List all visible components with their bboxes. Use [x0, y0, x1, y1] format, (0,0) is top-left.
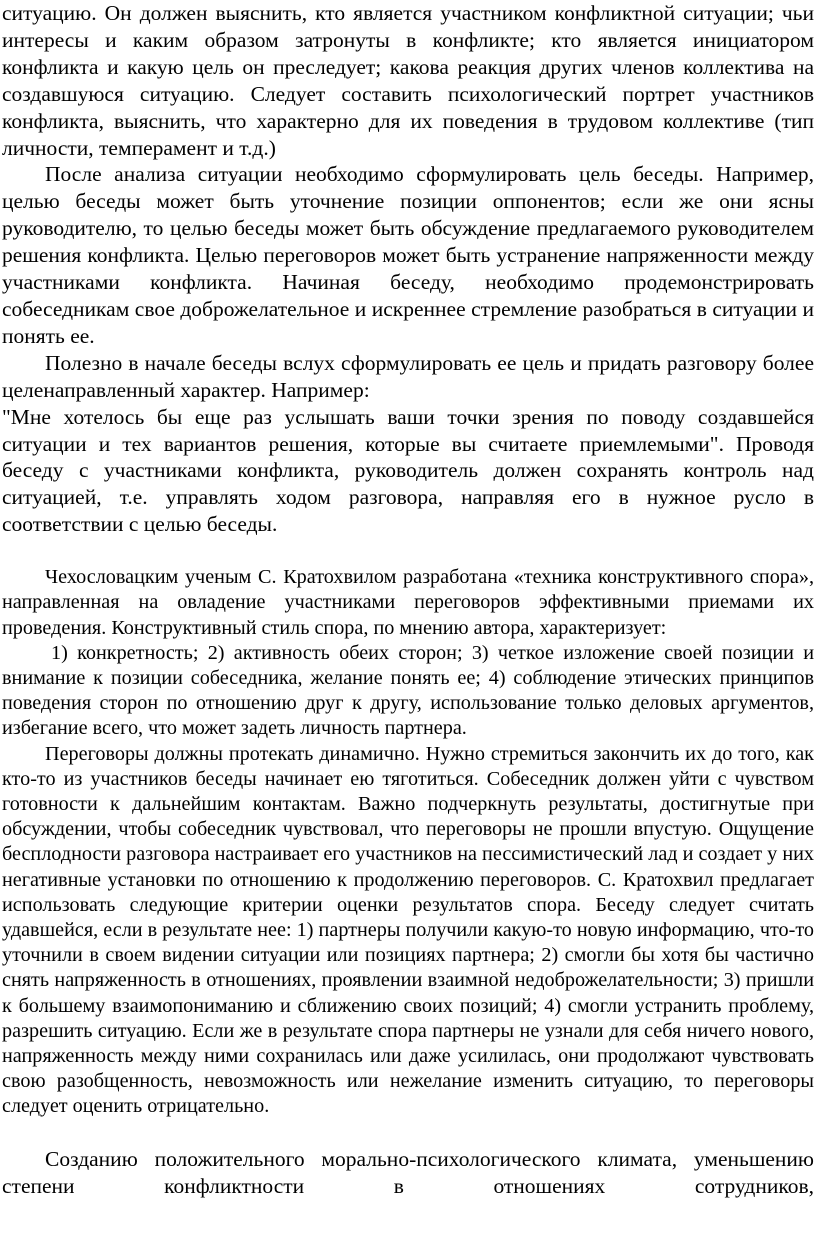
text-block-conflict-analysis	[2, 0, 814, 538]
spacer	[2, 538, 814, 565]
spacer	[2, 1120, 814, 1146]
paragraph: После анализа ситуации необходимо сформулировать цель беседы. Например, целью беседы может быть уточнение позиции оппонентов; если же они ясны руководителю, то целью беседы может быть обсуждение предлагаемого руководителем решения конфликта. Целью переговоров может быть устранение напряженности между участниками конфликта. Начиная беседу, необходимо продемонстрировать собеседникам свое доброжелательное и искреннее стремление разобраться в ситуации и понять ее.	[2, 162, 814, 348]
paragraph: 1) конкретность; 2) активность обеих сторон; 3) четкое изложение своей позиции и внимание к позиции собеседника, желание понять ее; 4) соблюдение этических принципов поведения сторон по отношению друг к другу, использование только деловых аргументов, избегание всего, что может задеть личность партнера.	[2, 641, 814, 740]
paragraph: Чехословацким ученым С. Кратохвилом разработана «техника конструктивного спора», направленная на овладение участниками переговоров эффективными приемами их проведения. Конструктивный стиль спора, по мнению автора, характеризует:	[2, 566, 814, 639]
text-block-climate	[2, 1146, 814, 1200]
paragraph: ситуацию. Он должен выяснить, кто является участником конфликтной ситуации; чьи интересы и каким образом затронуты в конфликте; кто является инициатором конфликта и какую цель он преследует; какова реакция других членов коллектива на создавшуюся ситуацию. Следует составить психологический портрет участников конфликта, выяснить, что характерно для их поведения в трудовом коллективе (тип личности, темперамент и т.д.)	[2, 1, 814, 160]
paragraph: Полезно в начале беседы вслух сформулировать ее цель и придать разговору более целенаправленный характер. Например:	[2, 350, 814, 402]
text-block-constructive-dispute	[2, 565, 814, 1119]
paragraph: Созданию положительного морально-психологического климата, уменьшению степени конфликтности в отношениях сотрудников,	[2, 1146, 814, 1198]
paragraph: "Мне хотелось бы еще раз услышать ваши точки зрения по поводу создавшейся ситуации и тех вариантов решения, которые вы считаете приемлемыми". Проводя беседу с участниками конфликта, руководитель должен сохранять контроль над ситуацией, т.е. управлять ходом разговора, направляя его в нужное русло в соответствии с целью беседы.	[2, 404, 814, 537]
paragraph: Переговоры должны протекать динамично. Нужно стремиться закончить их до того, как кто-то из участников беседы начинает ею тяготиться. Собеседник должен уйти с чувством готовности к дальнейшим контактам. Важно подчеркнуть результаты, достигнутые при обсуждении, чтобы собеседник чувствовал, что переговоры не прошли впустую. Ощущение бесплодности разговора настраивает его участников на пессимистический лад и создает у них негативные установки по отношению к продолжению переговоров. С. Кратохвил предлагает использовать следующие критерии оценки результатов спора. Беседу следует считать удавшейся, если в результате нее: 1) партнеры получили какую-то новую информацию, что-то уточнили в своем видении ситуации или позициях партнера; 2) смогли бы хотя бы частично снять напряженность в отношениях, проявлении взаимной недоброжелательности; 3) пришли к большему взаимопониманию и сближению своих позиций; 4) смогли устранить проблему, разрешить ситуацию. Если же в результате спора партнеры не узнали для себя ничего нового, напряженность между ними сохранилась или даже усилилась, они продолжают чувствовать свою разобщенность, невозможность или нежелание изменить ситуацию, то переговоры следует оценить отрицательно.	[2, 742, 815, 1118]
